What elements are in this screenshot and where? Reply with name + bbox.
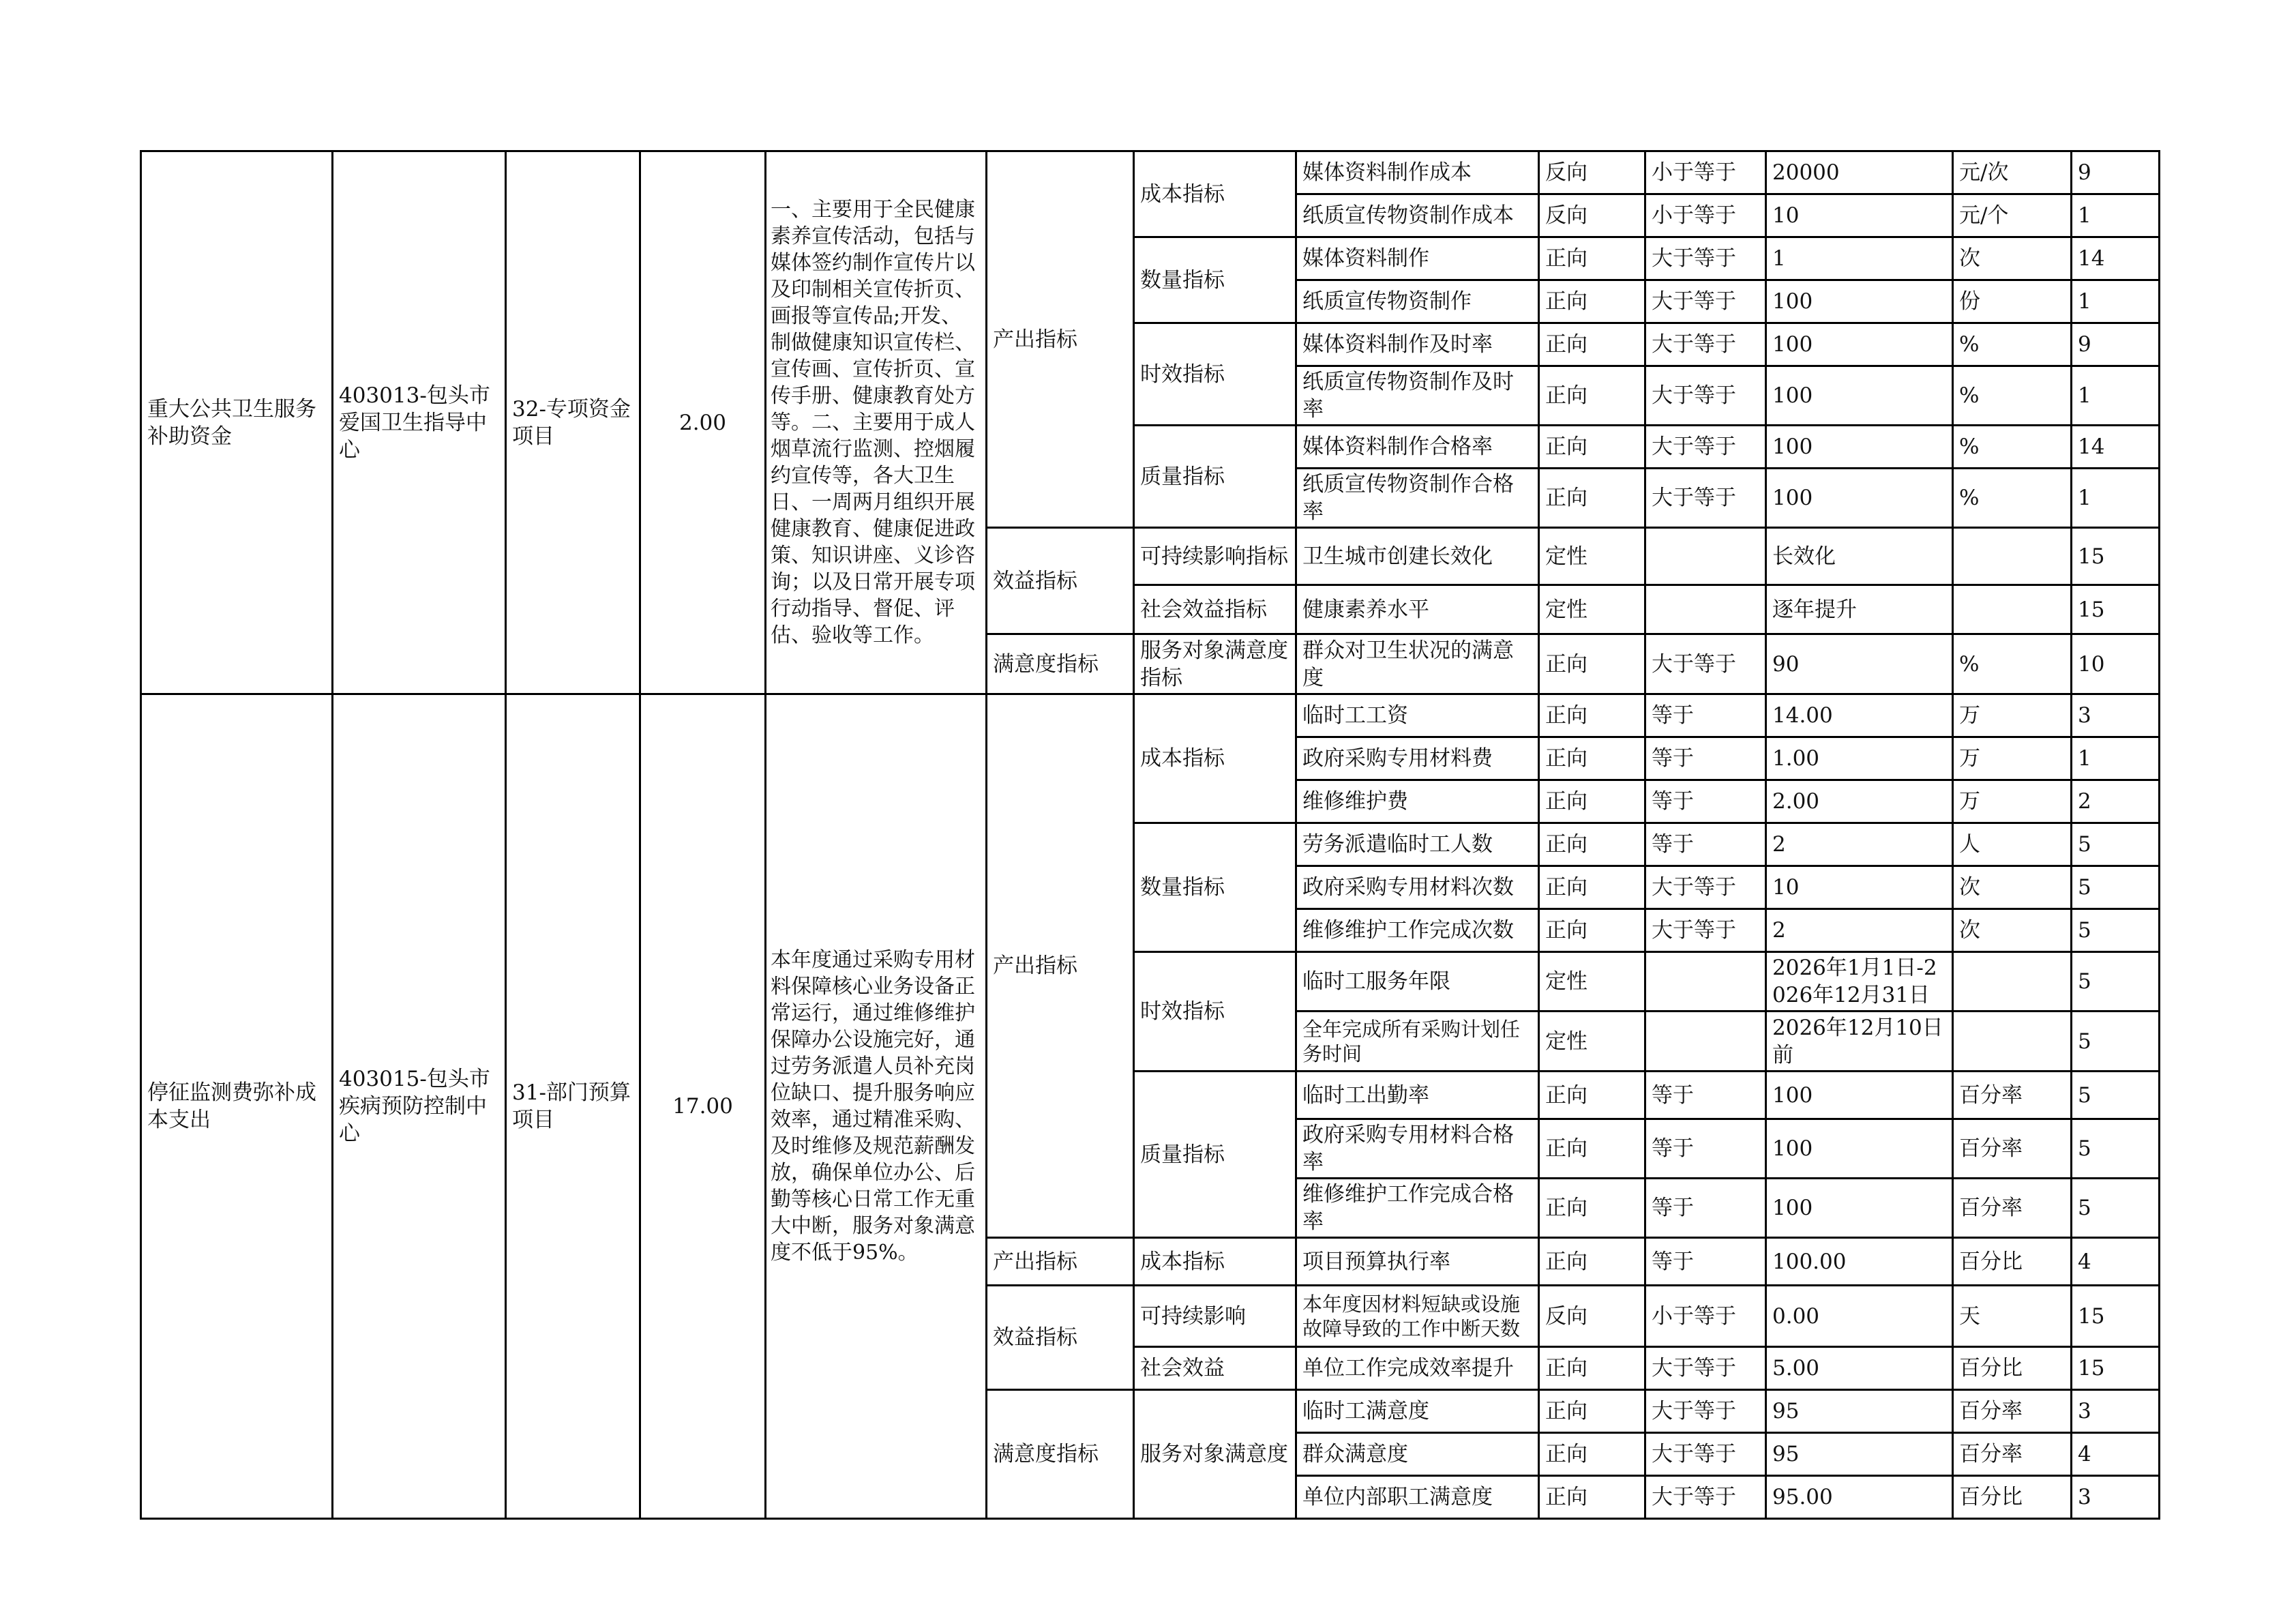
indicator-unit: 万	[1953, 694, 2072, 737]
indicator-weight: 5	[2072, 1012, 2160, 1072]
indicator-direction: 正向	[1539, 737, 1645, 780]
indicator-direction: 正向	[1539, 1072, 1645, 1119]
indicator-name: 政府采购专用材料合格率	[1296, 1119, 1539, 1179]
indicator-name: 临时工服务年限	[1296, 952, 1539, 1012]
indicator-direction: 正向	[1539, 634, 1645, 694]
indicator-weight: 5	[2072, 952, 2160, 1012]
indicator-target-value: 20000	[1766, 151, 1953, 194]
indicator-unit: 万	[1953, 737, 2072, 780]
indicator-operator: 大于等于	[1645, 1433, 1766, 1476]
indicator-name: 全年完成所有采购计划任务时间	[1296, 1012, 1539, 1072]
indicator-target-value: 2026年1月1日-2026年12月31日	[1766, 952, 1953, 1012]
indicator-name: 群众满意度	[1296, 1433, 1539, 1476]
indicator-name: 政府采购专用材料费	[1296, 737, 1539, 780]
indicator-operator: 等于	[1645, 823, 1766, 866]
indicator-operator: 大于等于	[1645, 1476, 1766, 1519]
indicator-direction: 正向	[1539, 426, 1645, 469]
indicator-weight: 5	[2072, 1119, 2160, 1179]
indicator-name: 临时工工资	[1296, 694, 1539, 737]
indicator-direction: 正向	[1539, 1179, 1645, 1238]
indicator-name: 媒体资料制作成本	[1296, 151, 1539, 194]
indicator-operator: 大于等于	[1645, 634, 1766, 694]
indicator-level2: 时效指标	[1134, 323, 1296, 426]
indicator-name: 媒体资料制作及时率	[1296, 323, 1539, 366]
indicator-target-value: 1	[1766, 237, 1953, 280]
indicator-weight: 2	[2072, 780, 2160, 823]
indicator-operator: 等于	[1645, 1072, 1766, 1119]
indicator-target-value: 95	[1766, 1390, 1953, 1433]
indicator-direction: 定性	[1539, 952, 1645, 1012]
indicator-weight: 1	[2072, 737, 2160, 780]
indicator-direction: 反向	[1539, 194, 1645, 237]
indicator-operator: 等于	[1645, 1119, 1766, 1179]
indicator-operator: 小于等于	[1645, 151, 1766, 194]
indicator-target-value: 95.00	[1766, 1476, 1953, 1519]
indicator-unit: 百分率	[1953, 1179, 2072, 1238]
indicator-operator: 大于等于	[1645, 909, 1766, 952]
indicator-level2: 成本指标	[1134, 1238, 1296, 1286]
project-description: 本年度通过采购专用材料保障核心业务设备正常运行，通过维修维护保障办公设施完好，通过劳务派遣人员补充岗位缺口、提升服务响应效率，通过精准采购、及时维修及规范薪酬发放，确保单位办公、后勤等核心日常工作无重大中断，服务对象满意度不低于95%。	[766, 694, 987, 1519]
indicator-target-value: 10	[1766, 866, 1953, 909]
indicator-weight: 3	[2072, 1390, 2160, 1433]
project-type: 32-专项资金项目	[506, 151, 640, 694]
indicator-unit: 元/次	[1953, 151, 2072, 194]
indicator-unit: 百分率	[1953, 1390, 2072, 1433]
indicator-target-value: 100	[1766, 1179, 1953, 1238]
indicator-unit: 百分比	[1953, 1238, 2072, 1286]
indicator-weight: 3	[2072, 1476, 2160, 1519]
indicator-unit: 次	[1953, 237, 2072, 280]
indicator-direction: 正向	[1539, 780, 1645, 823]
indicator-unit: 百分比	[1953, 1476, 2072, 1519]
indicator-direction: 定性	[1539, 1012, 1645, 1072]
indicator-direction: 反向	[1539, 151, 1645, 194]
project-amount: 2.00	[640, 151, 766, 694]
project-type: 31-部门预算项目	[506, 694, 640, 1519]
indicator-unit: 次	[1953, 909, 2072, 952]
indicator-name: 纸质宣传物资制作及时率	[1296, 366, 1539, 426]
indicator-weight: 9	[2072, 323, 2160, 366]
indicator-level2: 成本指标	[1134, 151, 1296, 237]
indicator-weight: 5	[2072, 823, 2160, 866]
indicator-weight: 14	[2072, 237, 2160, 280]
indicator-name: 纸质宣传物资制作	[1296, 280, 1539, 323]
indicator-unit: %	[1953, 426, 2072, 469]
indicator-weight: 14	[2072, 426, 2160, 469]
indicator-direction: 正向	[1539, 280, 1645, 323]
indicator-unit: %	[1953, 634, 2072, 694]
indicator-target-value: 100	[1766, 426, 1953, 469]
indicator-weight: 1	[2072, 194, 2160, 237]
indicator-direction: 正向	[1539, 366, 1645, 426]
indicator-name: 维修维护工作完成合格率	[1296, 1179, 1539, 1238]
indicator-name: 维修维护费	[1296, 780, 1539, 823]
indicator-direction: 正向	[1539, 323, 1645, 366]
indicator-level2: 成本指标	[1134, 694, 1296, 823]
indicator-name: 维修维护工作完成次数	[1296, 909, 1539, 952]
indicator-target-value: 100	[1766, 366, 1953, 426]
indicator-operator: 大于等于	[1645, 366, 1766, 426]
indicator-direction: 正向	[1539, 866, 1645, 909]
indicator-direction: 正向	[1539, 1238, 1645, 1286]
indicator-direction: 正向	[1539, 1119, 1645, 1179]
indicator-operator	[1645, 528, 1766, 585]
indicator-name: 健康素养水平	[1296, 585, 1539, 634]
indicator-target-value: 2	[1766, 823, 1953, 866]
indicator-unit: 百分率	[1953, 1433, 2072, 1476]
indicator-target-value: 100.00	[1766, 1238, 1953, 1286]
project-description: 一、主要用于全民健康素养宣传活动，包括与媒体签约制作宣传片以及印制相关宣传折页、画报等宣传品;开发、制做健康知识宣传栏、宣传画、宣传折页、宣传手册、健康教育处方等。二、主要用于成人烟草流行监测、控烟履约宣传等，各大卫生日、一周两月组织开展健康教育、健康促进政策、知识讲座、义诊咨询；以及日常开展专项行动指导、督促、评估、验收等工作。	[766, 151, 987, 694]
indicator-direction: 定性	[1539, 528, 1645, 585]
indicator-operator: 大于等于	[1645, 323, 1766, 366]
indicator-target-value: 2	[1766, 909, 1953, 952]
indicator-weight: 1	[2072, 469, 2160, 528]
indicator-unit: 人	[1953, 823, 2072, 866]
project-unit: 403013-包头市爱国卫生指导中心	[333, 151, 506, 694]
indicator-unit: 元/个	[1953, 194, 2072, 237]
indicator-target-value: 2.00	[1766, 780, 1953, 823]
indicator-weight: 15	[2072, 1347, 2160, 1390]
indicator-operator: 等于	[1645, 1179, 1766, 1238]
indicator-name: 纸质宣传物资制作合格率	[1296, 469, 1539, 528]
indicator-unit: %	[1953, 469, 2072, 528]
indicator-unit: 次	[1953, 866, 2072, 909]
indicator-weight: 5	[2072, 909, 2160, 952]
indicator-weight: 3	[2072, 694, 2160, 737]
indicator-operator	[1645, 585, 1766, 634]
indicator-level1: 效益指标	[987, 1286, 1134, 1390]
indicator-weight: 4	[2072, 1433, 2160, 1476]
indicator-name: 群众对卫生状况的满意度	[1296, 634, 1539, 694]
project-name: 重大公共卫生服务补助资金	[141, 151, 333, 694]
indicator-target-value: 100	[1766, 280, 1953, 323]
indicator-unit: 份	[1953, 280, 2072, 323]
indicator-weight: 1	[2072, 366, 2160, 426]
indicator-weight: 1	[2072, 280, 2160, 323]
indicator-operator: 大于等于	[1645, 1390, 1766, 1433]
indicator-target-value: 100	[1766, 1119, 1953, 1179]
performance-indicator-table	[140, 150, 2160, 1520]
indicator-target-value: 2026年12月10日前	[1766, 1012, 1953, 1072]
indicator-target-value: 90	[1766, 634, 1953, 694]
indicator-direction: 正向	[1539, 1347, 1645, 1390]
indicator-unit	[1953, 585, 2072, 634]
indicator-name: 项目预算执行率	[1296, 1238, 1539, 1286]
indicator-direction: 正向	[1539, 823, 1645, 866]
indicator-weight: 5	[2072, 866, 2160, 909]
indicator-direction: 正向	[1539, 1390, 1645, 1433]
indicator-level2: 可持续影响	[1134, 1286, 1296, 1347]
indicator-unit: %	[1953, 366, 2072, 426]
indicator-target-value: 1.00	[1766, 737, 1953, 780]
indicator-level1: 产出指标	[987, 1238, 1134, 1286]
indicator-weight: 15	[2072, 528, 2160, 585]
indicator-unit: 百分率	[1953, 1119, 2072, 1179]
indicator-weight: 5	[2072, 1179, 2160, 1238]
indicator-operator: 大于等于	[1645, 1347, 1766, 1390]
indicator-operator: 大于等于	[1645, 426, 1766, 469]
indicator-target-value: 5.00	[1766, 1347, 1953, 1390]
indicator-name: 本年度因材料短缺或设施故障导致的工作中断天数	[1296, 1286, 1539, 1347]
indicator-operator: 大于等于	[1645, 280, 1766, 323]
indicator-level1: 产出指标	[987, 694, 1134, 1238]
indicator-weight: 4	[2072, 1238, 2160, 1286]
indicator-operator	[1645, 1012, 1766, 1072]
indicator-direction: 定性	[1539, 585, 1645, 634]
indicator-name: 纸质宣传物资制作成本	[1296, 194, 1539, 237]
indicator-name: 临时工满意度	[1296, 1390, 1539, 1433]
indicator-unit: 百分比	[1953, 1347, 2072, 1390]
indicator-direction: 正向	[1539, 909, 1645, 952]
indicator-direction: 正向	[1539, 694, 1645, 737]
indicator-level2: 数量指标	[1134, 823, 1296, 952]
indicator-target-value: 95	[1766, 1433, 1953, 1476]
indicator-name: 劳务派遣临时工人数	[1296, 823, 1539, 866]
indicator-target-value: 100	[1766, 323, 1953, 366]
indicator-unit	[1953, 528, 2072, 585]
indicator-level1: 产出指标	[987, 151, 1134, 528]
indicator-unit: 万	[1953, 780, 2072, 823]
indicator-target-value: 10	[1766, 194, 1953, 237]
indicator-operator: 等于	[1645, 1238, 1766, 1286]
indicator-unit: 天	[1953, 1286, 2072, 1347]
indicator-name: 单位工作完成效率提升	[1296, 1347, 1539, 1390]
indicator-operator: 小于等于	[1645, 194, 1766, 237]
indicator-target-value: 100	[1766, 1072, 1953, 1119]
indicator-name: 卫生城市创建长效化	[1296, 528, 1539, 585]
indicator-direction: 反向	[1539, 1286, 1645, 1347]
indicator-operator: 大于等于	[1645, 469, 1766, 528]
indicator-operator: 大于等于	[1645, 866, 1766, 909]
indicator-level1: 满意度指标	[987, 634, 1134, 694]
indicator-operator: 小于等于	[1645, 1286, 1766, 1347]
table-row	[141, 694, 2160, 737]
indicator-weight: 9	[2072, 151, 2160, 194]
indicator-weight: 5	[2072, 1072, 2160, 1119]
indicator-level2: 可持续影响指标	[1134, 528, 1296, 585]
project-amount: 17.00	[640, 694, 766, 1519]
indicator-target-value: 14.00	[1766, 694, 1953, 737]
indicator-level1: 效益指标	[987, 528, 1134, 634]
indicator-name: 临时工出勤率	[1296, 1072, 1539, 1119]
indicator-operator: 等于	[1645, 737, 1766, 780]
indicator-name: 单位内部职工满意度	[1296, 1476, 1539, 1519]
indicator-level2: 服务对象满意度	[1134, 1390, 1296, 1519]
indicator-level2: 数量指标	[1134, 237, 1296, 323]
indicator-weight: 15	[2072, 1286, 2160, 1347]
indicator-level1: 满意度指标	[987, 1390, 1134, 1519]
indicator-unit	[1953, 1012, 2072, 1072]
indicator-level2: 时效指标	[1134, 952, 1296, 1072]
indicator-target-value: 长效化	[1766, 528, 1953, 585]
indicator-operator: 大于等于	[1645, 237, 1766, 280]
indicator-level2: 社会效益指标	[1134, 585, 1296, 634]
indicator-target-value: 100	[1766, 469, 1953, 528]
indicator-name: 媒体资料制作合格率	[1296, 426, 1539, 469]
project-name: 停征监测费弥补成本支出	[141, 694, 333, 1519]
indicator-target-value: 0.00	[1766, 1286, 1953, 1347]
indicator-direction: 正向	[1539, 1476, 1645, 1519]
indicator-direction: 正向	[1539, 469, 1645, 528]
indicator-direction: 正向	[1539, 1433, 1645, 1476]
indicator-level2: 质量指标	[1134, 426, 1296, 528]
indicator-operator	[1645, 952, 1766, 1012]
indicator-weight: 10	[2072, 634, 2160, 694]
indicator-name: 媒体资料制作	[1296, 237, 1539, 280]
project-unit: 403015-包头市疾病预防控制中心	[333, 694, 506, 1519]
indicator-operator: 等于	[1645, 780, 1766, 823]
indicator-level2: 质量指标	[1134, 1072, 1296, 1238]
indicator-unit: 百分率	[1953, 1072, 2072, 1119]
indicator-direction: 正向	[1539, 237, 1645, 280]
indicator-unit	[1953, 952, 2072, 1012]
indicator-target-value: 逐年提升	[1766, 585, 1953, 634]
indicator-level2: 社会效益	[1134, 1347, 1296, 1390]
indicator-unit: %	[1953, 323, 2072, 366]
table-row	[141, 151, 2160, 194]
indicator-weight: 15	[2072, 585, 2160, 634]
indicator-name: 政府采购专用材料次数	[1296, 866, 1539, 909]
indicator-level2: 服务对象满意度指标	[1134, 634, 1296, 694]
indicator-operator: 等于	[1645, 694, 1766, 737]
